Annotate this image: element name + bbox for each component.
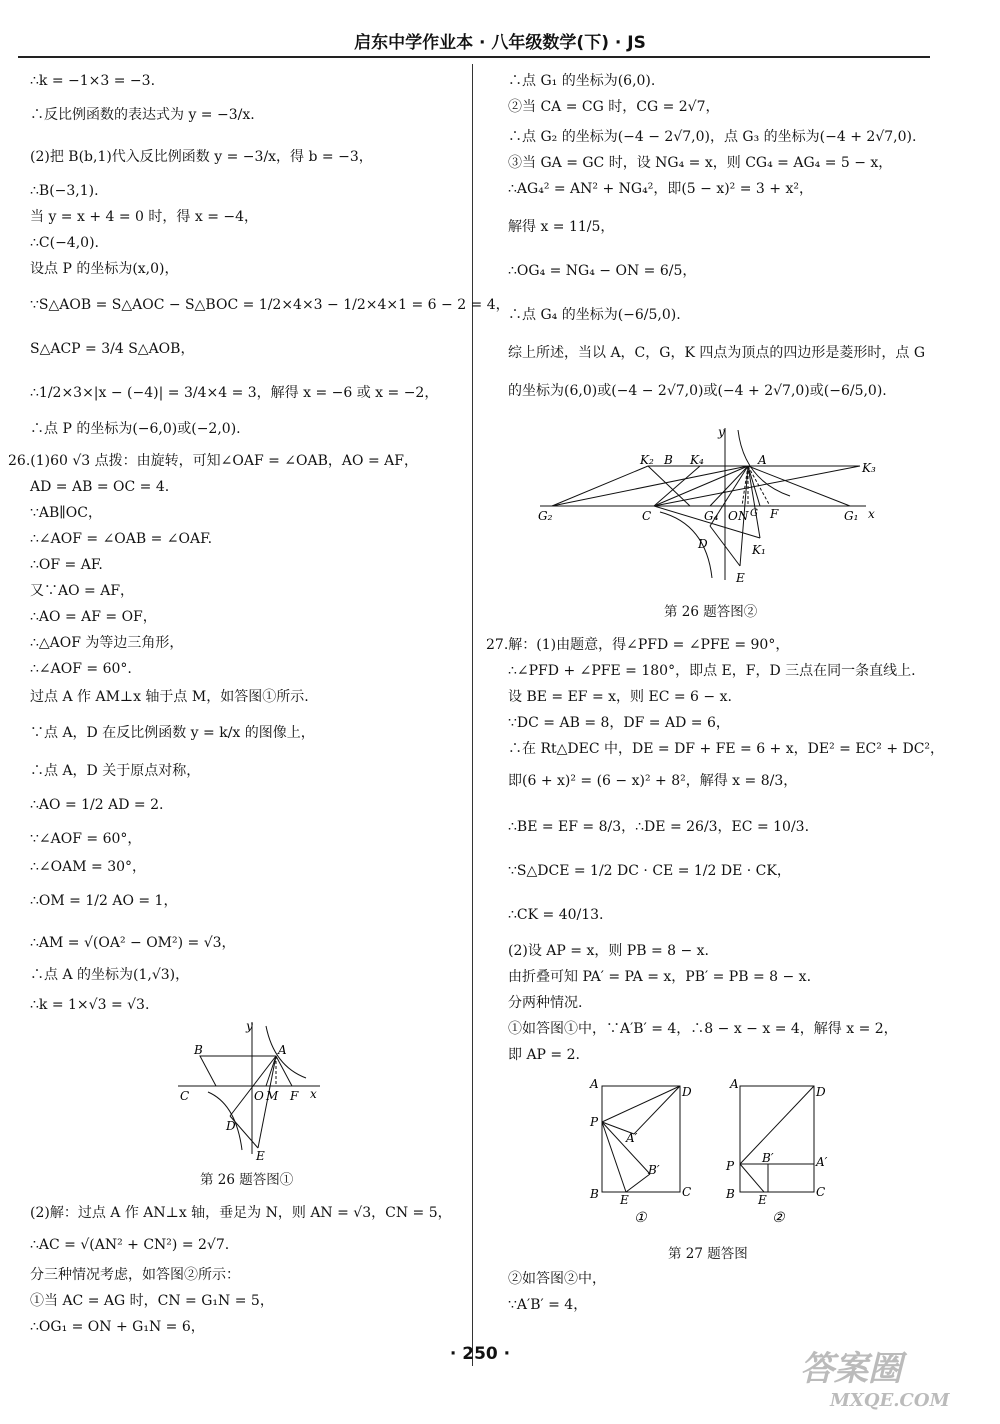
- label-B: B: [664, 453, 673, 467]
- text-line: ∴B(−3,1).: [30, 183, 99, 199]
- text-line: (2)解：过点 A 作 AN⊥x 轴，垂足为 N，则 AN = √3，CN = 5，: [30, 1205, 452, 1221]
- text-line: ∴点 A，D 关于原点对称，: [30, 763, 201, 779]
- text-line: ∴△AOF 为等边三角形，: [30, 635, 184, 651]
- segment: [634, 1086, 680, 1134]
- rectangle-2: [740, 1086, 814, 1192]
- text-line: ①如答图①中，∵A′B′ = 4，∴8 − x − x = 4，解得 x = 2，: [508, 1021, 898, 1037]
- label-E: E: [736, 571, 745, 585]
- text-line: ②如答图②中，: [508, 1271, 606, 1287]
- text-line: ∴AG₄² = AN² + NG₄²，即(5 − x)² = 3 + x²，: [508, 181, 813, 197]
- label-C: C: [682, 1185, 692, 1199]
- text-line: ∵AB∥OC，: [30, 505, 102, 521]
- text-line: ∴反比例函数的表达式为 y = −3/x.: [30, 107, 255, 123]
- text-line: ∴OF = AF.: [30, 557, 103, 573]
- text-line: 又∵AO = AF，: [30, 583, 135, 599]
- label-D: D: [226, 1119, 236, 1133]
- label-B: B: [726, 1187, 735, 1201]
- segment: [626, 1174, 650, 1192]
- text-line: ∵S△DCE = 1/2 DC · CE = 1/2 DE · CK，: [508, 863, 791, 879]
- text-line: ∵点 A，D 在反比例函数 y = k/x 的图像上，: [30, 725, 315, 741]
- text-line: ∴AM = √(OA² − OM²) = √3，: [30, 935, 236, 951]
- label-K1: K₁: [752, 543, 766, 557]
- text-line: 设点 P 的坐标为(x,0)，: [30, 261, 179, 277]
- text-line: 综上所述，当以 A，C，G，K 四点为顶点的四边形是菱形时，点 G: [508, 345, 925, 361]
- text-line: ∴1/2×3×|x − (−4)| = 3/4×4 = 3，解得 x = −6 或 x = −2，: [30, 385, 439, 401]
- segment: [602, 1086, 680, 1122]
- text-line: (2)设 AP = x，则 PB = 8 − x.: [508, 943, 710, 959]
- label-B-prime: B′: [648, 1163, 660, 1177]
- label-x: x: [868, 507, 875, 521]
- label-A-prime: A′: [626, 1131, 638, 1145]
- label-B: B: [194, 1043, 203, 1057]
- text-line: 即(6 + x)² = (6 − x)² + 8²，解得 x = 8/3，: [508, 773, 798, 789]
- text-line: 即 AP = 2.: [508, 1047, 580, 1063]
- label-C: C: [642, 509, 652, 523]
- label-F: F: [290, 1089, 299, 1103]
- label-A: A: [730, 1077, 739, 1091]
- text-line: ∴OG₄ = NG₄ − ON = 6/5，: [508, 263, 697, 279]
- label-y: y: [718, 425, 725, 439]
- text-line: ∴∠AOF = ∠OAB = ∠OAF.: [30, 531, 213, 547]
- text-line: S△ACP = 3/4 S△AOB，: [30, 341, 195, 357]
- text-line: ∴点 G₁ 的坐标为(6,0).: [508, 73, 656, 89]
- label-B: B: [590, 1187, 599, 1201]
- text-line: ∴点 A 的坐标为(1,√3)，: [30, 967, 190, 983]
- text-line: ∴AO = AF = OF，: [30, 609, 157, 625]
- label-G2: G₂: [538, 509, 553, 523]
- segment: [654, 466, 700, 506]
- figure-26-2: [530, 420, 900, 590]
- text-line: AD = AB = OC = 4.: [30, 479, 170, 495]
- caption-fig26-1: 第 26 题答图①: [200, 1172, 294, 1188]
- text-line: 26.(1)60 √3 点拨：由旋转，可知∠OAF = ∠OAB，AO = AF，: [8, 453, 418, 469]
- sub-label-2: ②: [772, 1210, 785, 1226]
- label-C: C: [816, 1185, 826, 1199]
- label-A: A: [278, 1043, 287, 1057]
- text-line: ∴CK = 40/13.: [508, 907, 604, 923]
- text-line: ∵S△AOB = S△AOC − S△BOC = 1/2×4×3 − 1/2×4×1 = 6 − 2 = 4，: [30, 297, 510, 313]
- text-line: ③当 GA = GC 时，设 NG₄ = x，则 CG₄ = AG₄ = 5 − x，: [508, 155, 893, 171]
- label-E: E: [758, 1193, 767, 1207]
- label-A: A: [590, 1077, 599, 1091]
- text-line: 设 BE = EF = x，则 EC = 6 − x.: [508, 689, 732, 705]
- column-divider: [472, 64, 473, 1366]
- label-B-prime: B′: [762, 1151, 774, 1165]
- text-line: 的坐标为(6,0)或(−4 − 2√7,0)或(−4 + 2√7,0)或(−6/5,0).: [508, 383, 887, 399]
- page-number: · 250 ·: [449, 1344, 511, 1364]
- text-line: ②当 CA = CG 时，CG = 2√7，: [508, 99, 720, 115]
- label-A-prime: A′: [816, 1155, 828, 1169]
- label-E: E: [620, 1193, 629, 1207]
- figure-26-1: [170, 1014, 330, 1164]
- text-line: ∴AC = √(AN² + CN²) = 2√7.: [30, 1237, 230, 1253]
- label-G1: G₁: [844, 509, 859, 523]
- label-N: N: [738, 509, 749, 523]
- text-line: ∴OM = 1/2 AO = 1，: [30, 893, 178, 909]
- text-line: 过点 A 作 AM⊥x 轴于点 M，如答图①所示.: [30, 689, 309, 705]
- label-x: x: [310, 1087, 317, 1101]
- label-O: O: [254, 1089, 264, 1103]
- text-line: ∴AO = 1/2 AD = 2.: [30, 797, 164, 813]
- text-line: ∴BE = EF = 8/3，∴DE = 26/3，EC = 10/3.: [508, 819, 810, 835]
- text-line: 27.解：(1)由题意，得∠PFD = ∠PFE = 90°，: [486, 637, 790, 653]
- label-K3: K₃: [862, 461, 876, 475]
- watermark-text-top: 答案圈: [800, 1349, 902, 1389]
- text-line: ∴在 Rt△DEC 中，DE = DF + FE = 6 + x，DE² = EC² + DC²，: [508, 741, 945, 757]
- watermark-text-bottom: MXQE.COM: [830, 1390, 950, 1411]
- label-K4: K₄: [690, 453, 704, 467]
- segment: [654, 466, 748, 506]
- segment: [602, 1122, 626, 1192]
- segment: [552, 466, 748, 506]
- text-line: ∴k = 1×√3 = √3.: [30, 997, 150, 1013]
- text-line: 解得 x = 11/5，: [508, 219, 615, 235]
- label-P: P: [590, 1115, 599, 1129]
- label-K2: K₂: [640, 453, 654, 467]
- segment: [654, 466, 860, 506]
- hyperbola-branch: [208, 1092, 242, 1150]
- label-M: M: [266, 1089, 279, 1103]
- label-G4: G₄: [704, 509, 719, 523]
- text-line: ∴OG₁ = ON + G₁N = 6，: [30, 1319, 205, 1335]
- label-D: D: [698, 537, 708, 551]
- text-line: (2)把 B(b,1)代入反比例函数 y = −3/x，得 b = −3，: [30, 149, 373, 165]
- segment: [602, 1122, 650, 1174]
- rectangle-1: [602, 1086, 680, 1192]
- text-line: 当 y = x + 4 = 0 时，得 x = −4，: [30, 209, 259, 225]
- text-line: ∴∠OAM = 30°，: [30, 859, 147, 875]
- text-line: ∴∠AOF = 60°.: [30, 661, 132, 677]
- text-line: 分两种情况.: [508, 995, 583, 1011]
- segment: [740, 1164, 764, 1192]
- label-G: G: [750, 508, 758, 519]
- text-line: ∵A′B′ = 4，: [508, 1297, 588, 1313]
- label-C: C: [180, 1089, 190, 1103]
- text-line: ∴点 G₂ 的坐标为(−4 − 2√7,0)，点 G₃ 的坐标为(−4 + 2√7,0).: [508, 129, 917, 145]
- parallelogram-shape: [200, 1056, 292, 1086]
- text-line: 由折叠可知 PA′ = PA = x，PB′ = PB = 8 − x.: [508, 969, 812, 985]
- text-line: ∴C(−4,0).: [30, 235, 99, 251]
- figure-27: [586, 1074, 846, 1230]
- segment: [748, 466, 850, 506]
- segment: [740, 1086, 814, 1164]
- label-D: D: [682, 1085, 692, 1099]
- text-line: ①当 AC = AG 时，CN = G₁N = 5，: [30, 1293, 274, 1309]
- page-header: 启东中学作业本 · 八年级数学(下) · JS: [354, 33, 646, 53]
- caption-fig26-2: 第 26 题答图②: [664, 604, 758, 620]
- text-line: ∵DC = AB = 8，DF = AD = 6，: [508, 715, 730, 731]
- label-D: D: [816, 1085, 826, 1099]
- sub-label-1: ①: [634, 1210, 647, 1226]
- text-line: ∴k = −1×3 = −3.: [30, 73, 156, 89]
- label-O: O: [728, 509, 738, 523]
- label-F: F: [770, 507, 779, 521]
- segment: [552, 466, 648, 506]
- label-P: P: [726, 1159, 735, 1173]
- label-E: E: [256, 1149, 265, 1163]
- label-y: y: [246, 1019, 253, 1033]
- watermark-logo: [790, 1340, 980, 1412]
- label-A: A: [758, 453, 767, 467]
- text-line: ∴点 P 的坐标为(−6,0)或(−2,0).: [30, 421, 241, 437]
- text-line: ∴点 G₄ 的坐标为(−6/5,0).: [508, 307, 681, 323]
- text-line: 分三种情况考虑，如答图②所示：: [30, 1267, 240, 1283]
- text-line: ∴∠PFD + ∠PFE = 180°，即点 E，F，D 三点在同一条直线上.: [508, 663, 916, 679]
- segment: [710, 466, 748, 506]
- text-line: ∵∠AOF = 60°，: [30, 831, 142, 847]
- caption-fig27: 第 27 题答图: [668, 1246, 748, 1262]
